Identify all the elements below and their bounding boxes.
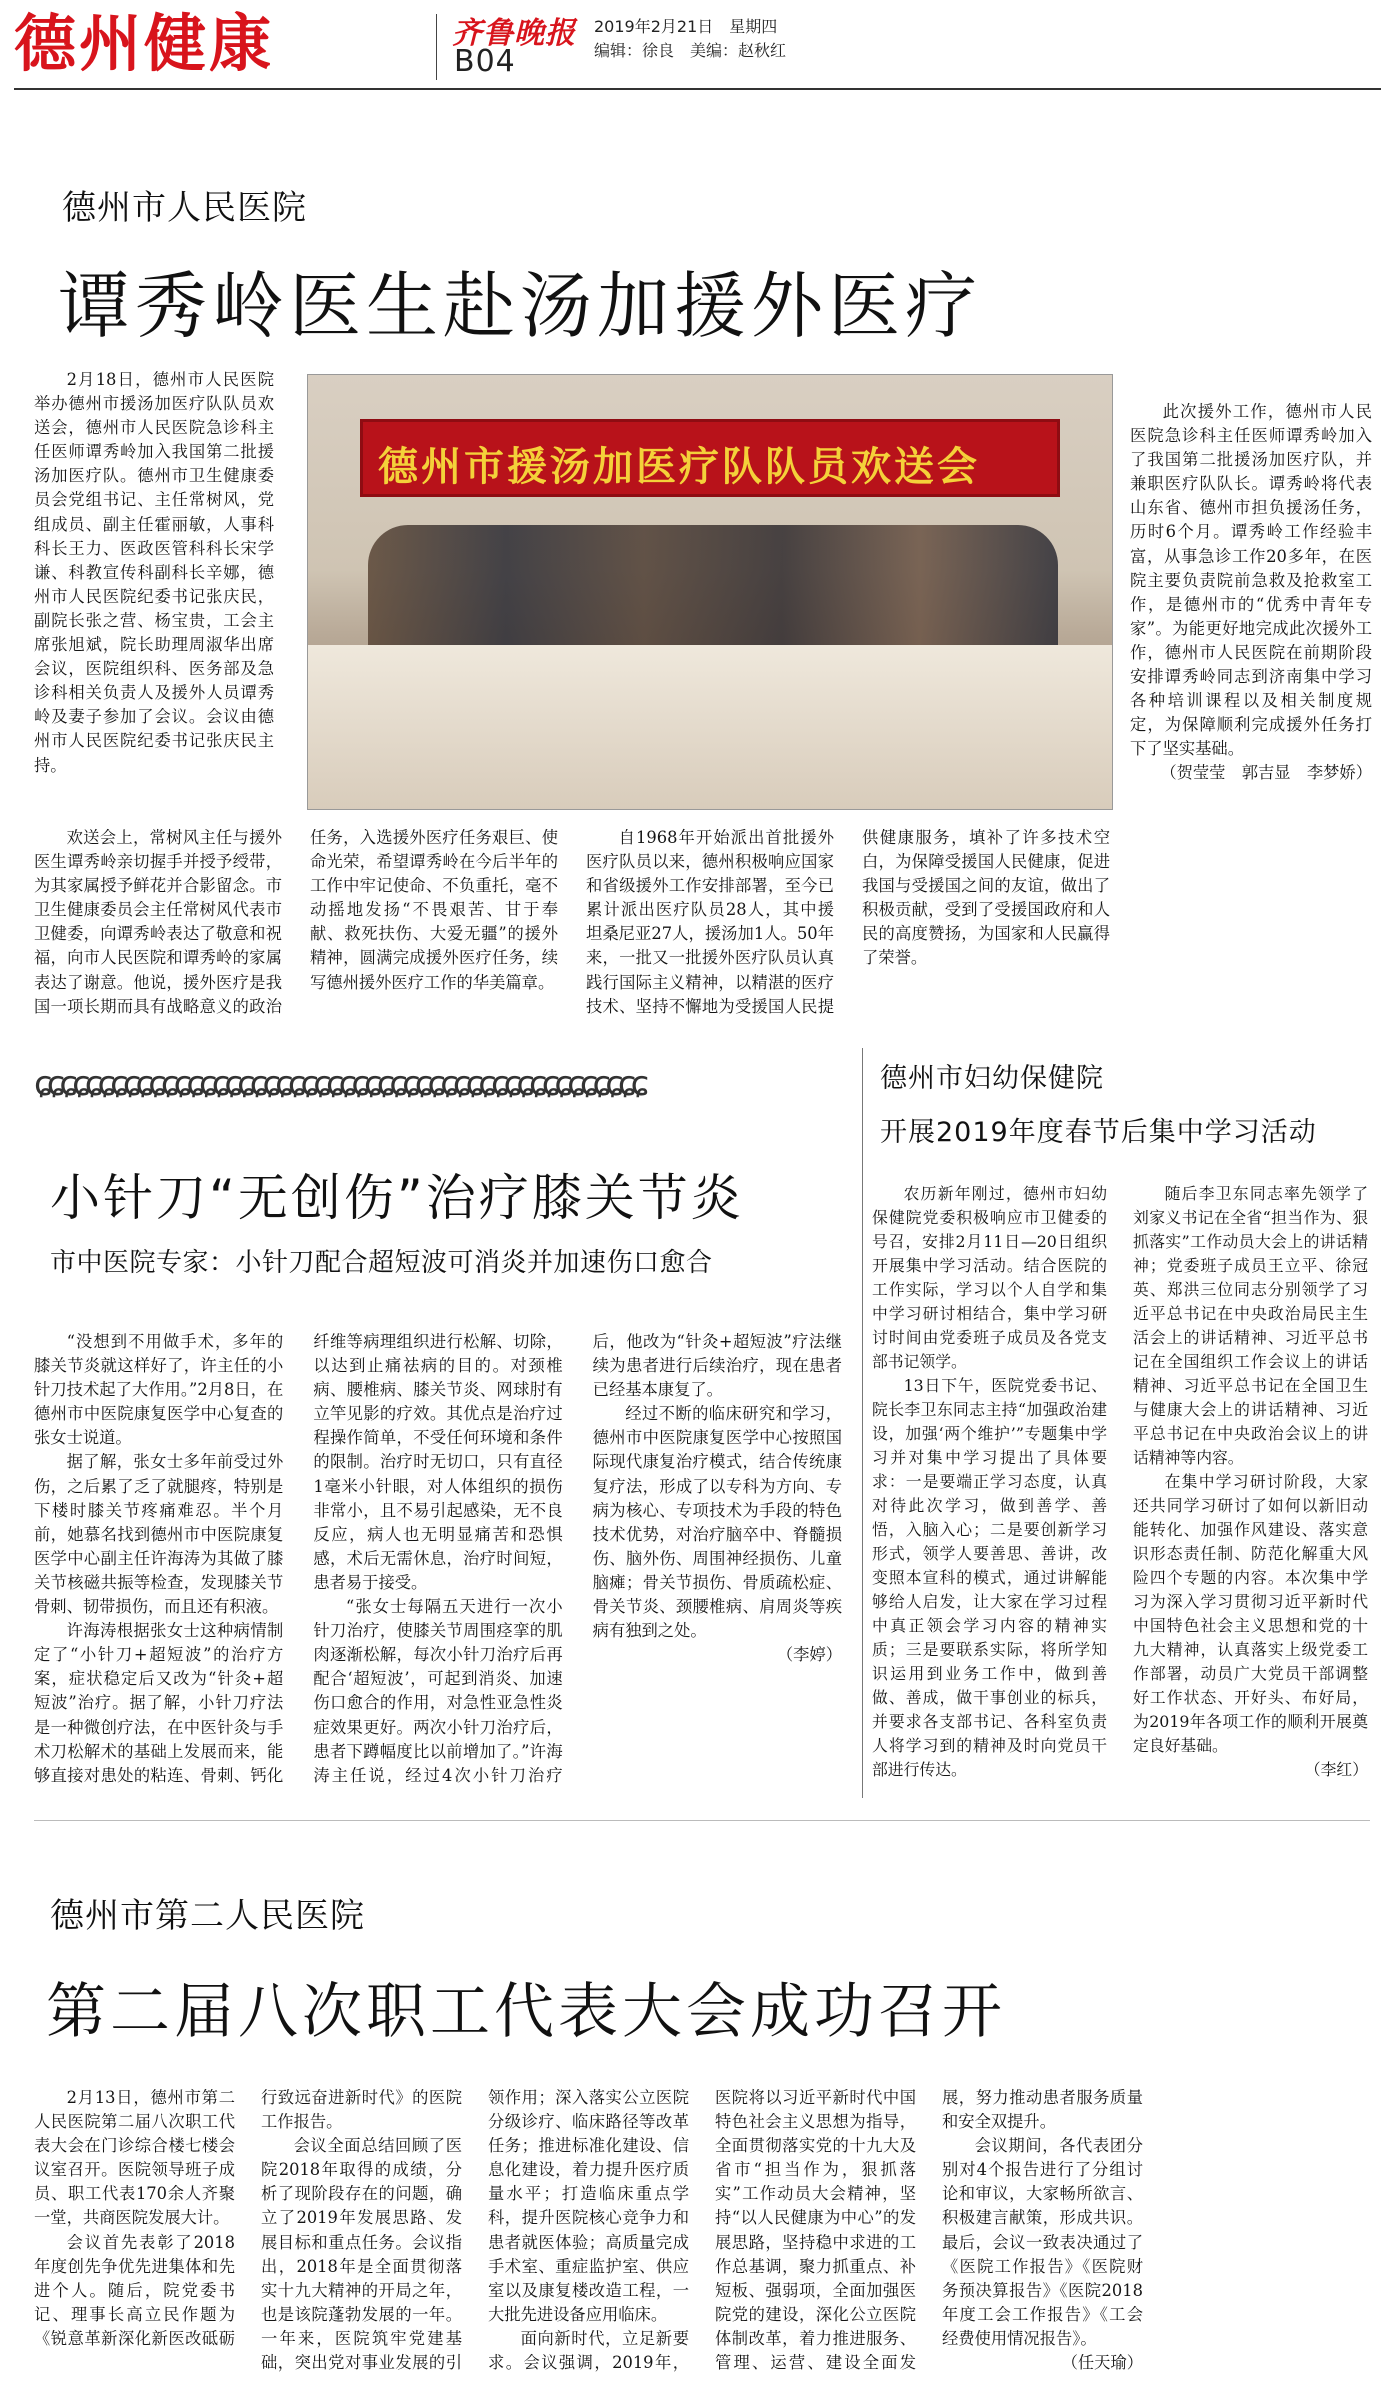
section-title: 德州健康 (14, 7, 275, 80)
article4-para4: 面向新时代，立足新要求。会议强调，2019年，医院将以习近平新时代中国特色社会主义思想为指导，全面贯彻落实党的十九大及省市“担当作为，狠抓落实”工作动员大会精神，坚持“以人民健康为中心”的发展思路，坚持稳中求进的工作总基调，聚力抓重点、补短板、强弱项，全面加强医院党的建设，深化公立医院体制改革，着力推进服务、管理、运营、建设全面发展，努力推动患者服务质量和安全双提升。 (488, 2088, 1143, 2373)
article4-para2: 会议首先表彰了2018年度创先争优先进集体和先进个人。随后，院党委书记、理事长高立民作题为《锐意革新深化新医改砥砺行致远奋进新时代》的医院工作报告。 (34, 2088, 462, 2348)
article2-subhead: 市中医院专家：小针刀配合超短波可消炎并加速伤口愈合 (50, 1248, 713, 1278)
article1-para2: 欢送会上，常树风主任与援外医生谭秀岭亲切握手并授予绶带，为其家属授予鲜花并合影留念。市卫生健康委员会主任常树风代表市卫健委，向谭秀岭表达了敬意和祝福，向市人民医院和谭秀岭的家属表达了谢意。他说，援外医疗是我国一项长期而具有战略意义的政治任务，入选援外医疗任务艰巨、使命光荣，希望谭秀岭在今后半年的工作中牢记使命、不负重托，毫不动摇地发扬“不畏艰苦、甘于奉献、救死扶伤、大爱无疆”的援外精神，圆满完成援外医疗任务，续写德州援外医疗工作的华美篇章。 (34, 828, 558, 1016)
article3-byline: （李红） (1304, 1760, 1368, 1779)
page-number: B04 (454, 44, 516, 79)
article4-kicker: 德州市第二人民医院 (50, 1896, 365, 1936)
article3-para3: 随后李卫东同志率先领学了刘家义书记在全省“担当作为、狠抓落实”工作动员大会上的讲话精神；党委班子成员王立平、徐冠英、郑洪三位同志分别领学了习近平总书记在中央政治局民主生活会上的讲话精神、习近平总书记在全国组织工作会议上的讲话精神、习近平总书记在全国卫生与健康大会上的讲话精神、习近平总书记在中央政治会议上的讲话精神等内容。 (1133, 1184, 1368, 1467)
article2-byline: （李婷） (776, 1645, 842, 1665)
page-editors: 编辑：徐良 美编：赵秋红 (594, 41, 787, 60)
article1-para1: 2月18日，德州市人民医院举办德州市援汤加医疗队队员欢送会，德州市人民医院急诊科主任医师谭秀岭加入我国第二批援汤加医疗队。德州市卫生健康委员会党组书记、主任常树风，党组成员、副主任霍丽敏，人事科科长王力、医政医管科科长宋学谦、科教宣传科副科长辛娜，德州市人民医院纪委书记张庆民，副院长张之营、杨宝贵，工会主席张旭斌，院长助理周淑华出席会议，医院组织科、医务部及急诊科相关负责人及援外人员谭秀岭及妻子参加了会议。会议由德州市人民医院纪委书记张庆民主持。 (34, 370, 274, 775)
article2-para5: 经过不断的临床研究和学习，德州市中医院康复医学中心按照国际现代康复治疗模式，结合传统康复疗法，形成了以专科为方向、专病为核心、专项技术为手段的特色技术优势，对治疗脑卒中、脊髓损伤、脑外伤、周围神经损伤、儿童脑瘫；骨关节损伤、骨质疏松症、骨关节炎、颈腰椎病、肩周炎等疾病有独到之处。 (592, 1404, 842, 1641)
article1-byline: （贺莹莹 郭吉显 李梦娇） (1160, 763, 1372, 783)
masthead-rule (14, 88, 1381, 90)
article4-body (34, 2086, 1370, 2378)
article4-para5: 会议期间，各代表团分别对4个报告进行了分组讨论和审议，大家畅所欲言、积极建言献策，形成共识。最后，会议一致表决通过了《医院工作报告》《医院财务预决算报告》《医院2018年度工会工作报告》《工会经费使用情况报告》。 (942, 2136, 1143, 2348)
column-divider (862, 1048, 863, 1798)
spiral-divider: ɕɕɕɕɕɕɕɕɕɕɕɕɕɕɕɕɕɕɕɕɕɕɕɕɕɕɕɕɕɕɕɕɕɕɕɕɕɕɕɕɕɕɕɕɕɕɕɕ (34, 1064, 644, 1104)
section-rule (34, 1820, 1370, 1821)
article1-headline: 谭秀岭医生赴汤加援外医疗 (58, 264, 983, 348)
article1-photo (307, 374, 1113, 810)
article2-para4: “张女士每隔五天进行一次小针刀治疗，使膝关节周围痉挛的肌肉逐渐松解，每次小针刀治疗后再配合‘超短波’，可起到消炎、加速伤口愈合的作用，对急性亚急性炎症效果更好。两次小针刀治疗后，患者下蹲幅度比以前增加了。”许海涛主任说，经过4次小针刀治疗后，他改为“针灸+超短波”疗法继续为患者进行后续治疗，现在患者已经基本康复了。 (313, 1332, 842, 1785)
article3-para2: 13日下午，医院党委书记、院长李卫东同志主持“加强政治建设，加强‘两个维护’”专题集中学习并对集中学习提出了具体要求：一是要端正学习态度，认真对待此次学习，做到善学、善悟，入脑入心；二是要创新学习形式，领学人要善思、善讲，改变照本宣科的模式，通过讲解能够给人启发，让大家在学习过程中真正领会学习内容的精神实质；三是要联系实际，将所学知识运用到业务工作中，做到善做、善成，做干事创业的标兵，并要求各支部书记、各科室负责人将学习到的精神及时向党员干部进行传达。 (872, 1376, 1107, 1779)
photo-people (368, 525, 1058, 645)
newspaper-logo: 齐鲁晚报 (452, 16, 576, 51)
article2-para2: 据了解，张女士多年前受过外伤，之后累了乏了就腿疼，特别是下楼时膝关节疼痛难忍。半个月前，她慕名找到德州市中医院康复医学中心副主任许海涛为其做了膝关节核磁共振等检查，发现膝关节骨刺、韧带损伤，而且还有积液。 (34, 1452, 284, 1617)
article3-body (872, 1182, 1368, 1802)
article2-body (34, 1330, 842, 1810)
article3-para1: 农历新年刚过，德州市妇幼保健院党委积极响应市卫健委的号召，安排2月11日—20日组织开展集中学习活动。结合医院的工作实际，学习以个人自学和集中学习研讨相结合，集中学习研讨时间由党委班子成员及各党支部书记领学。 (872, 1184, 1107, 1371)
article4-para3: 会议全面总结回顾了医院2018年取得的成绩，分析了现阶段存在的问题，确立了2019年发展思路、发展目标和重点任务。会议指出，2018年是全面贯彻落实十九大精神的开局之年，也是该院蓬勃发展的一年。一年来，医院筑牢党建基础，突出党对事业发展的引领作用；深入落实公立医院分级诊疗、临床路径等改革任务；推进标准化建设、信息化建设，着力提升医疗质量水平；打造临床重点学科，提升医院核心竞争力和患者就医体验；高质量完成手术室、重症监护室、供应室以及康复楼改造工程，一大批先进设备应用临床。 (261, 2088, 689, 2373)
article3-headline: 开展2019年度春节后集中学习活动 (880, 1117, 1317, 1148)
article4-para1: 2月13日，德州市第二人民医院第二届八次职工代表大会在门诊综合楼七楼会议室召开。医院领导班子成员、职工代表170余人齐聚一堂，共商医院发展大计。 (34, 2088, 235, 2228)
article1-para4: 此次援外工作，德州市人民医院急诊科主任医师谭秀岭加入了我国第二批援汤加医疗队，并兼职医疗队队长。谭秀岭将代表山东省、德州市担负援汤任务，历时6个月。谭秀岭工作经验丰富，从事急诊工作20多年，在医院主要负责院前急救及抢救室工作，是德州市的“优秀中青年专家”。为能更好地完成此次援外工作，德州市人民医院在前期阶段安排谭秀岭同志到济南集中学习各种培训课程以及相关制度规定，为保障顺利完成援外任务打下了坚实基础。 (1130, 402, 1372, 759)
page-date: 2019年2月21日 星期四 (594, 17, 778, 36)
article4-byline: （任天瑜） (1061, 2353, 1143, 2373)
photo-table (308, 645, 1113, 810)
article3-kicker: 德州市妇幼保健院 (880, 1063, 1104, 1094)
article3-para4: 在集中学习研讨阶段，大家还共同学习研讨了如何以新旧动能转化、加强作风建设、落实意识形态责任制、防范化解重大风险四个专题的内容。本次集中学习为深入学习贯彻习近平新时代中国特色社会主义思想和党的十九大精神，认真落实上级党委工作部署，动员广大党员干部调整好工作状态、开好头、布好局，为2019年各项工作的顺利开展奠定良好基础。 (1133, 1472, 1368, 1755)
article1-kicker: 德州市人民医院 (62, 188, 307, 228)
article1-para3: 自1968年开始派出首批援外医疗队员以来，德州积极响应国家和省级援外工作安排部署，至今已累计派出医疗队员28人，其中援坦桑尼亚27人，援汤加1人。50年来，一批又一批援外医疗队员认真践行国际主义精神，以精湛的医疗技术、坚持不懈地为受援国人民提供健康服务，填补了许多技术空白，为保障受援国人民健康，促进我国与受援国之间的友谊，做出了积极贡献，受到了受援国政府和人民的高度赞扬，为国家和人民赢得了荣誉。 (586, 828, 1110, 1016)
article4-headline: 第二届八次职工代表大会成功召开 (46, 1977, 1006, 2047)
masthead-divider (436, 14, 437, 80)
photo-banner-text: 德州市援汤加医疗队队员欢送会 (378, 444, 980, 490)
article2-headline: 小针刀“无创伤”治疗膝关节炎 (50, 1169, 744, 1227)
article1-col-lower (34, 826, 1110, 1040)
article2-para1: “没想到不用做手术，多年的膝关节炎就这样好了，许主任的小针刀技术起了大作用。”2月8日，在德州市中医院康复医学中心复查的张女士说道。 (34, 1332, 284, 1448)
article1-col-right (1130, 400, 1372, 1040)
article2-para3: 许海涛根据张女士这种病情制定了“小针刀+超短波”的治疗方案，症状稳定后又改为“针灸+超短波”治疗。据了解，小针刀疗法是一种微创疗法，在中医针灸与手术刀松解术的基础上发展而来，能够直接对患处的粘连、骨刺、钙化纤维等病理组织进行松解、切除，以达到止痛祛病的目的。对颈椎病、腰椎病、膝关节炎、网球肘有立竿见影的疗效。其优点是治疗过程操作简单，不受任何环境和条件的限制。治疗时无切口，只有直径1毫米小针眼，对人体组织的损伤非常小，且不易引起感染，无不良反应，病人也无明显痛苦和恐惧感，术后无需休息，治疗时间短，患者易于接受。 (34, 1332, 563, 1785)
